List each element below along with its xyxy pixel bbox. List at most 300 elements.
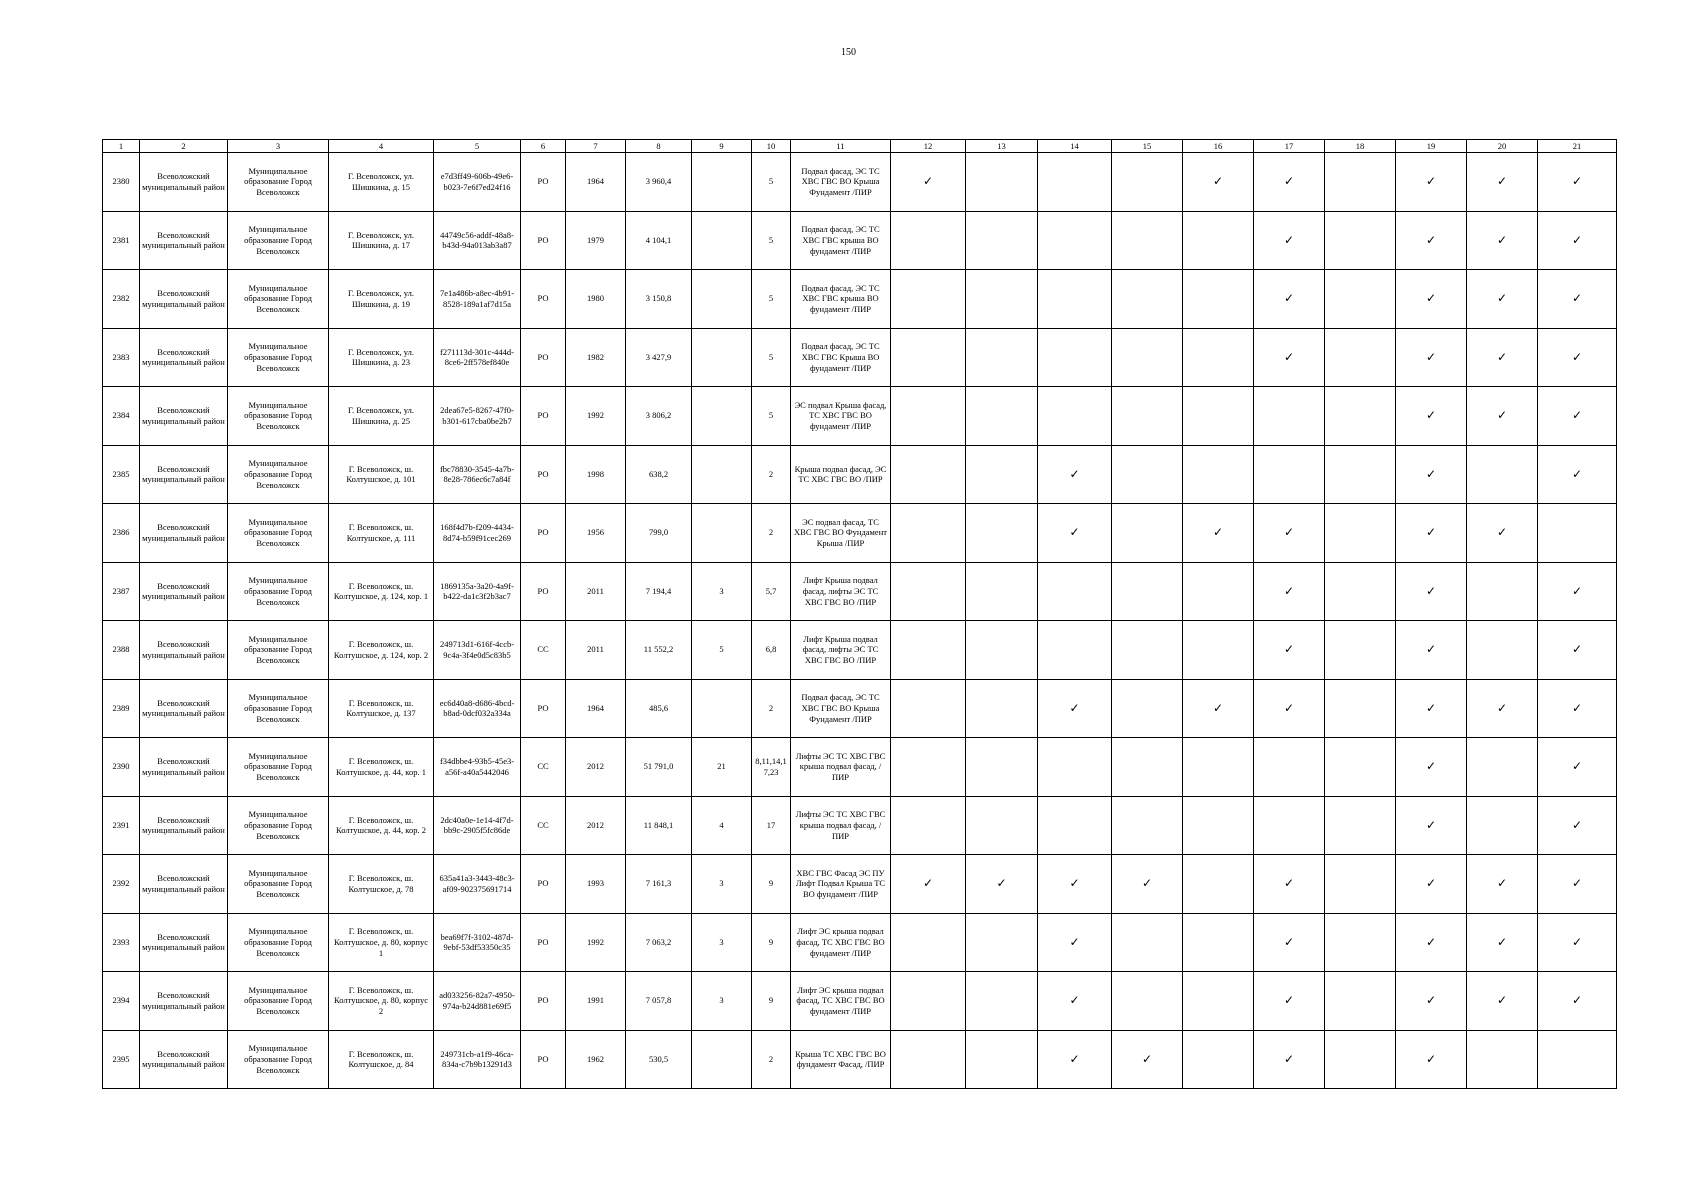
table-row [103,855,1617,914]
row-number: 2389 [103,679,140,738]
work-column-18-cell [1325,387,1396,446]
check-mark-icon: ✓ [1571,349,1583,364]
work-column-14-cell [1038,738,1112,797]
check-mark-icon: ✓ [1571,700,1583,715]
municipality-cell: Муниципальное образование Город Всеволожск [228,387,329,446]
floors-cell: 5 [752,153,791,212]
table-row [103,153,1617,212]
work-column-21-cell [1538,328,1617,387]
municipality-cell: Муниципальное образование Город Всеволожск [228,153,329,212]
year-cell: 1962 [566,1030,626,1089]
work-column-18-cell [1325,211,1396,270]
column-header-13: 13 [966,140,1038,153]
year-cell: 1964 [566,153,626,212]
management-cell: СС [521,738,566,797]
check-mark-icon: ✓ [1425,817,1437,832]
floors-cell: 17 [752,796,791,855]
check-mark-icon: ✓ [1571,876,1583,891]
check-mark-icon: ✓ [1496,700,1508,715]
works-cell: ЭС подвал Крыша фасад, ТС ХВС ГВС ВО фундамент /ПИР [791,387,891,446]
work-column-20-cell [1467,445,1538,504]
work-column-19-cell [1396,387,1467,446]
works-cell: Подвал фасад, ЭС ТС ХВС ГВС ВО Крыша Фундамент /ПИР [791,679,891,738]
work-column-13-cell [966,270,1038,329]
work-column-16-cell [1183,796,1254,855]
column-header-5: 5 [434,140,521,153]
management-cell: РО [521,1030,566,1089]
works-cell: Подвал фасад, ЭС ТС ХВС ГВС крыша ВО фундамент /ПИР [791,270,891,329]
municipality-cell: Муниципальное образование Город Всеволожск [228,562,329,621]
check-mark-icon: ✓ [1571,817,1583,832]
work-column-16-cell [1183,270,1254,329]
lifts-cell [692,270,752,329]
work-column-13-cell [966,445,1038,504]
column-header-17: 17 [1254,140,1325,153]
table-row [103,1030,1617,1089]
year-cell: 1993 [566,855,626,914]
work-column-21-cell [1538,1030,1617,1089]
work-column-14-cell [1038,621,1112,680]
work-column-19-cell [1396,913,1467,972]
column-header-7: 7 [566,140,626,153]
work-column-17-cell [1254,562,1325,621]
address-cell: Г. Всеволожск, ул. Шишкина, д. 25 [329,387,434,446]
work-column-16-cell [1183,445,1254,504]
work-column-20-cell [1467,211,1538,270]
works-cell: Лифт Крыша подвал фасад, лифты ЭС ТС ХВС ГВС ВО /ПИР [791,621,891,680]
work-column-18-cell [1325,855,1396,914]
work-column-21-cell [1538,504,1617,563]
district-cell: Всеволожский муниципальный район [140,738,228,797]
district-cell: Всеволожский муниципальный район [140,562,228,621]
floors-cell: 5 [752,328,791,387]
check-mark-icon: ✓ [1425,700,1437,715]
check-mark-icon: ✓ [1425,993,1437,1008]
check-mark-icon: ✓ [1425,1051,1437,1066]
check-mark-icon: ✓ [1069,934,1080,949]
lifts-cell: 3 [692,855,752,914]
column-header-21: 21 [1538,140,1617,153]
column-header-16: 16 [1183,140,1254,153]
table-row [103,445,1617,504]
district-cell: Всеволожский муниципальный район [140,504,228,563]
check-mark-icon: ✓ [1069,876,1080,891]
table-row [103,972,1617,1031]
year-cell: 2012 [566,738,626,797]
lifts-cell: 3 [692,972,752,1031]
lifts-cell [692,328,752,387]
management-cell: СС [521,621,566,680]
work-column-21-cell [1538,211,1617,270]
works-cell: Подвал фасад, ЭС ТС ХВС ГВС Крыша ВО фундамент /ПИР [791,328,891,387]
work-column-16-cell [1183,1030,1254,1089]
work-column-15-cell [1112,621,1183,680]
check-mark-icon: ✓ [1283,934,1295,949]
municipality-cell: Муниципальное образование Город Всеволожск [228,445,329,504]
check-mark-icon: ✓ [1425,525,1437,540]
district-cell: Всеволожский муниципальный район [140,387,228,446]
address-cell: Г. Всеволожск, ул. Шишкина, д. 19 [329,270,434,329]
district-cell: Всеволожский муниципальный район [140,211,228,270]
work-column-17-cell [1254,387,1325,446]
management-cell: СС [521,796,566,855]
area-cell: 4 104,1 [626,211,692,270]
work-column-12-cell [891,679,966,738]
work-column-21-cell [1538,270,1617,329]
row-number: 2388 [103,621,140,680]
work-column-13-cell [966,972,1038,1031]
check-mark-icon: ✓ [1496,993,1508,1008]
work-column-20-cell [1467,387,1538,446]
check-mark-icon: ✓ [1571,291,1583,306]
check-mark-icon: ✓ [1283,525,1295,540]
table-body [103,153,1617,1089]
floors-cell: 5 [752,387,791,446]
row-number: 2391 [103,796,140,855]
management-cell: РО [521,855,566,914]
check-mark-icon: ✓ [1283,700,1295,715]
work-column-20-cell [1467,738,1538,797]
work-column-19-cell [1396,738,1467,797]
work-column-13-cell [966,679,1038,738]
work-column-14-cell [1038,679,1112,738]
area-cell: 3 806,2 [626,387,692,446]
area-cell: 51 791,0 [626,738,692,797]
check-mark-icon: ✓ [1212,174,1224,189]
year-cell: 1964 [566,679,626,738]
check-mark-icon: ✓ [1496,174,1508,189]
row-number: 2383 [103,328,140,387]
column-header-19: 19 [1396,140,1467,153]
work-column-12-cell [891,270,966,329]
check-mark-icon: ✓ [1425,583,1437,598]
work-column-18-cell [1325,913,1396,972]
work-column-16-cell [1183,562,1254,621]
year-cell: 1956 [566,504,626,563]
management-cell: РО [521,913,566,972]
work-column-14-cell [1038,153,1112,212]
check-mark-icon: ✓ [1283,993,1295,1008]
work-column-18-cell [1325,562,1396,621]
area-cell: 3 150,8 [626,270,692,329]
work-column-21-cell [1538,387,1617,446]
column-header-20: 20 [1467,140,1538,153]
work-column-19-cell [1396,153,1467,212]
area-cell: 3 960,4 [626,153,692,212]
work-column-18-cell [1325,270,1396,329]
lifts-cell: 21 [692,738,752,797]
work-column-15-cell [1112,1030,1183,1089]
address-cell: Г. Всеволожск, ш. Колтушское, д. 124, кор. 2 [329,621,434,680]
check-mark-icon: ✓ [1425,642,1437,657]
work-column-14-cell [1038,504,1112,563]
check-mark-icon: ✓ [1425,934,1437,949]
area-cell: 11 552,2 [626,621,692,680]
row-number: 2394 [103,972,140,1031]
row-number: 2381 [103,211,140,270]
work-column-18-cell [1325,445,1396,504]
floors-cell: 8,11,14,17,23 [752,738,791,797]
check-mark-icon: ✓ [1571,759,1583,774]
municipality-cell: Муниципальное образование Город Всеволожск [228,738,329,797]
work-column-17-cell [1254,445,1325,504]
check-mark-icon: ✓ [1571,993,1583,1008]
floors-cell: 2 [752,445,791,504]
lifts-cell: 5 [692,621,752,680]
check-mark-icon: ✓ [922,876,934,891]
work-column-13-cell [966,504,1038,563]
work-column-15-cell [1112,796,1183,855]
guid-cell: f271113d-301c-444d-8ce6-2ff578ef840e [434,328,521,387]
check-mark-icon: ✓ [1496,525,1508,540]
guid-cell: 7e1a486b-a8ec-4b91-8528-189a1af7d15a [434,270,521,329]
table-row [103,504,1617,563]
work-column-20-cell [1467,972,1538,1031]
works-cell: Лифт ЭС крыша подвал фасад, ТС ХВС ГВС ВО фундамент /ПИР [791,913,891,972]
municipality-cell: Муниципальное образование Город Всеволожск [228,504,329,563]
check-mark-icon: ✓ [1425,466,1437,481]
work-column-16-cell [1183,621,1254,680]
work-column-20-cell [1467,855,1538,914]
check-mark-icon: ✓ [1571,408,1583,423]
work-column-12-cell [891,855,966,914]
work-column-14-cell [1038,1030,1112,1089]
guid-cell: bea69f7f-3102-487d-9ebf-53df53350c35 [434,913,521,972]
floors-cell: 2 [752,1030,791,1089]
work-column-15-cell [1112,270,1183,329]
management-cell: РО [521,211,566,270]
district-cell: Всеволожский муниципальный район [140,913,228,972]
check-mark-icon: ✓ [1425,291,1437,306]
work-column-12-cell [891,562,966,621]
work-column-19-cell [1396,679,1467,738]
table-row [103,328,1617,387]
work-column-12-cell [891,738,966,797]
check-mark-icon: ✓ [1571,232,1583,247]
column-header-18: 18 [1325,140,1396,153]
year-cell: 1991 [566,972,626,1031]
check-mark-icon: ✓ [922,174,934,189]
work-column-20-cell [1467,270,1538,329]
work-column-15-cell [1112,972,1183,1031]
work-column-21-cell [1538,621,1617,680]
guid-cell: 1869135a-3a20-4a9f-b422-da1c3f2b3ac7 [434,562,521,621]
work-column-21-cell [1538,913,1617,972]
table-row [103,796,1617,855]
guid-cell: 2dea67e5-8267-47f0-b301-617cba0be2b7 [434,387,521,446]
row-number: 2384 [103,387,140,446]
row-number: 2387 [103,562,140,621]
work-column-19-cell [1396,562,1467,621]
floors-cell: 9 [752,913,791,972]
row-number: 2395 [103,1030,140,1089]
district-cell: Всеволожский муниципальный район [140,153,228,212]
check-mark-icon: ✓ [1069,1051,1080,1066]
work-column-15-cell [1112,738,1183,797]
work-column-18-cell [1325,972,1396,1031]
work-column-13-cell [966,738,1038,797]
check-mark-icon: ✓ [1496,408,1508,423]
column-header-15: 15 [1112,140,1183,153]
work-column-21-cell [1538,855,1617,914]
work-column-14-cell [1038,796,1112,855]
work-column-17-cell [1254,1030,1325,1089]
municipality-cell: Муниципальное образование Город Всеволожск [228,1030,329,1089]
work-column-16-cell [1183,738,1254,797]
work-column-13-cell [966,153,1038,212]
year-cell: 2012 [566,796,626,855]
row-number: 2386 [103,504,140,563]
work-column-19-cell [1396,621,1467,680]
address-cell: Г. Всеволожск, ул. Шишкина, д. 23 [329,328,434,387]
work-column-17-cell [1254,972,1325,1031]
municipality-cell: Муниципальное образование Город Всеволожск [228,621,329,680]
work-column-12-cell [891,621,966,680]
check-mark-icon: ✓ [996,876,1007,891]
area-cell: 11 848,1 [626,796,692,855]
address-cell: Г. Всеволожск, ул. Шишкина, д. 15 [329,153,434,212]
floors-cell: 5 [752,211,791,270]
year-cell: 2011 [566,621,626,680]
work-column-19-cell [1396,1030,1467,1089]
work-column-21-cell [1538,679,1617,738]
work-column-13-cell [966,796,1038,855]
guid-cell: ec6d40a8-d686-4bcd-b8ad-0dcf032a334a [434,679,521,738]
table-row [103,562,1617,621]
work-column-17-cell [1254,679,1325,738]
works-cell: Подвал фасад, ЭС ТС ХВС ГВС крыша ВО фундамент /ПИР [791,211,891,270]
work-column-18-cell [1325,796,1396,855]
work-column-14-cell [1038,855,1112,914]
district-cell: Всеволожский муниципальный район [140,621,228,680]
work-column-20-cell [1467,1030,1538,1089]
address-cell: Г. Всеволожск, ш. Колтушское, д. 124, кор. 1 [329,562,434,621]
column-header-2: 2 [140,140,228,153]
work-column-19-cell [1396,972,1467,1031]
work-column-12-cell [891,1030,966,1089]
row-number: 2382 [103,270,140,329]
address-cell: Г. Всеволожск, ш. Колтушское, д. 84 [329,1030,434,1089]
floors-cell: 5,7 [752,562,791,621]
work-column-17-cell [1254,796,1325,855]
district-cell: Всеволожский муниципальный район [140,679,228,738]
work-column-19-cell [1396,445,1467,504]
guid-cell: e7d3ff49-606b-49e6-b023-7e6f7ed24f16 [434,153,521,212]
guid-cell: f34dbbe4-93b5-45e3-a56f-a40a5442046 [434,738,521,797]
column-header-4: 4 [329,140,434,153]
work-column-13-cell [966,328,1038,387]
municipality-cell: Муниципальное образование Город Всеволожск [228,972,329,1031]
check-mark-icon: ✓ [1496,934,1508,949]
work-column-17-cell [1254,855,1325,914]
area-cell: 7 161,3 [626,855,692,914]
work-column-13-cell [966,1030,1038,1089]
work-column-18-cell [1325,504,1396,563]
check-mark-icon: ✓ [1425,408,1437,423]
check-mark-icon: ✓ [1069,525,1080,540]
column-header-6: 6 [521,140,566,153]
check-mark-icon: ✓ [1283,291,1295,306]
check-mark-icon: ✓ [1425,349,1437,364]
work-column-14-cell [1038,387,1112,446]
work-column-21-cell [1538,445,1617,504]
lifts-cell [692,211,752,270]
management-cell: РО [521,562,566,621]
district-cell: Всеволожский муниципальный район [140,445,228,504]
work-column-16-cell [1183,679,1254,738]
year-cell: 1980 [566,270,626,329]
work-column-15-cell [1112,445,1183,504]
work-column-15-cell [1112,211,1183,270]
work-column-20-cell [1467,679,1538,738]
lifts-cell [692,387,752,446]
check-mark-icon: ✓ [1283,1051,1295,1066]
work-column-18-cell [1325,621,1396,680]
year-cell: 2011 [566,562,626,621]
floors-cell: 6,8 [752,621,791,680]
work-column-15-cell [1112,562,1183,621]
municipality-cell: Муниципальное образование Город Всеволожск [228,328,329,387]
guid-cell: 249731cb-a1f9-46ca-834a-c7b9b13291d3 [434,1030,521,1089]
work-column-17-cell [1254,504,1325,563]
table-header [103,140,1617,153]
check-mark-icon: ✓ [1496,876,1508,891]
area-cell: 3 427,9 [626,328,692,387]
floors-cell: 2 [752,504,791,563]
work-column-15-cell [1112,328,1183,387]
column-header-8: 8 [626,140,692,153]
floors-cell: 9 [752,972,791,1031]
column-header-14: 14 [1038,140,1112,153]
floors-cell: 2 [752,679,791,738]
work-column-21-cell [1538,153,1617,212]
lifts-cell [692,1030,752,1089]
district-cell: Всеволожский муниципальный район [140,855,228,914]
work-column-15-cell [1112,913,1183,972]
area-cell: 638,2 [626,445,692,504]
work-column-19-cell [1396,796,1467,855]
work-column-19-cell [1396,270,1467,329]
check-mark-icon: ✓ [1141,876,1153,891]
floors-cell: 9 [752,855,791,914]
row-number: 2390 [103,738,140,797]
work-column-19-cell [1396,328,1467,387]
check-mark-icon: ✓ [1425,876,1437,891]
work-column-12-cell [891,328,966,387]
district-cell: Всеволожский муниципальный район [140,1030,228,1089]
address-cell: Г. Всеволожск, ш. Колтушское, д. 137 [329,679,434,738]
check-mark-icon: ✓ [1283,174,1295,189]
work-column-17-cell [1254,913,1325,972]
management-cell: РО [521,153,566,212]
works-cell: Крыша подвал фасад, ЭС ТС ХВС ГВС ВО /ПИР [791,445,891,504]
work-column-17-cell [1254,621,1325,680]
check-mark-icon: ✓ [1425,174,1437,189]
year-cell: 1992 [566,387,626,446]
address-cell: Г. Всеволожск, ш. Колтушское, д. 111 [329,504,434,563]
management-cell: РО [521,679,566,738]
check-mark-icon: ✓ [1283,876,1295,891]
municipality-cell: Муниципальное образование Город Всеволожск [228,270,329,329]
management-cell: РО [521,972,566,1031]
area-cell: 799,0 [626,504,692,563]
guid-cell: 168f4d7b-f209-4434-8d74-b59f91cec269 [434,504,521,563]
work-column-15-cell [1112,153,1183,212]
check-mark-icon: ✓ [1571,642,1583,657]
guid-cell: ad033256-82a7-4950-974a-b24d881e69f5 [434,972,521,1031]
work-column-12-cell [891,796,966,855]
row-number: 2385 [103,445,140,504]
